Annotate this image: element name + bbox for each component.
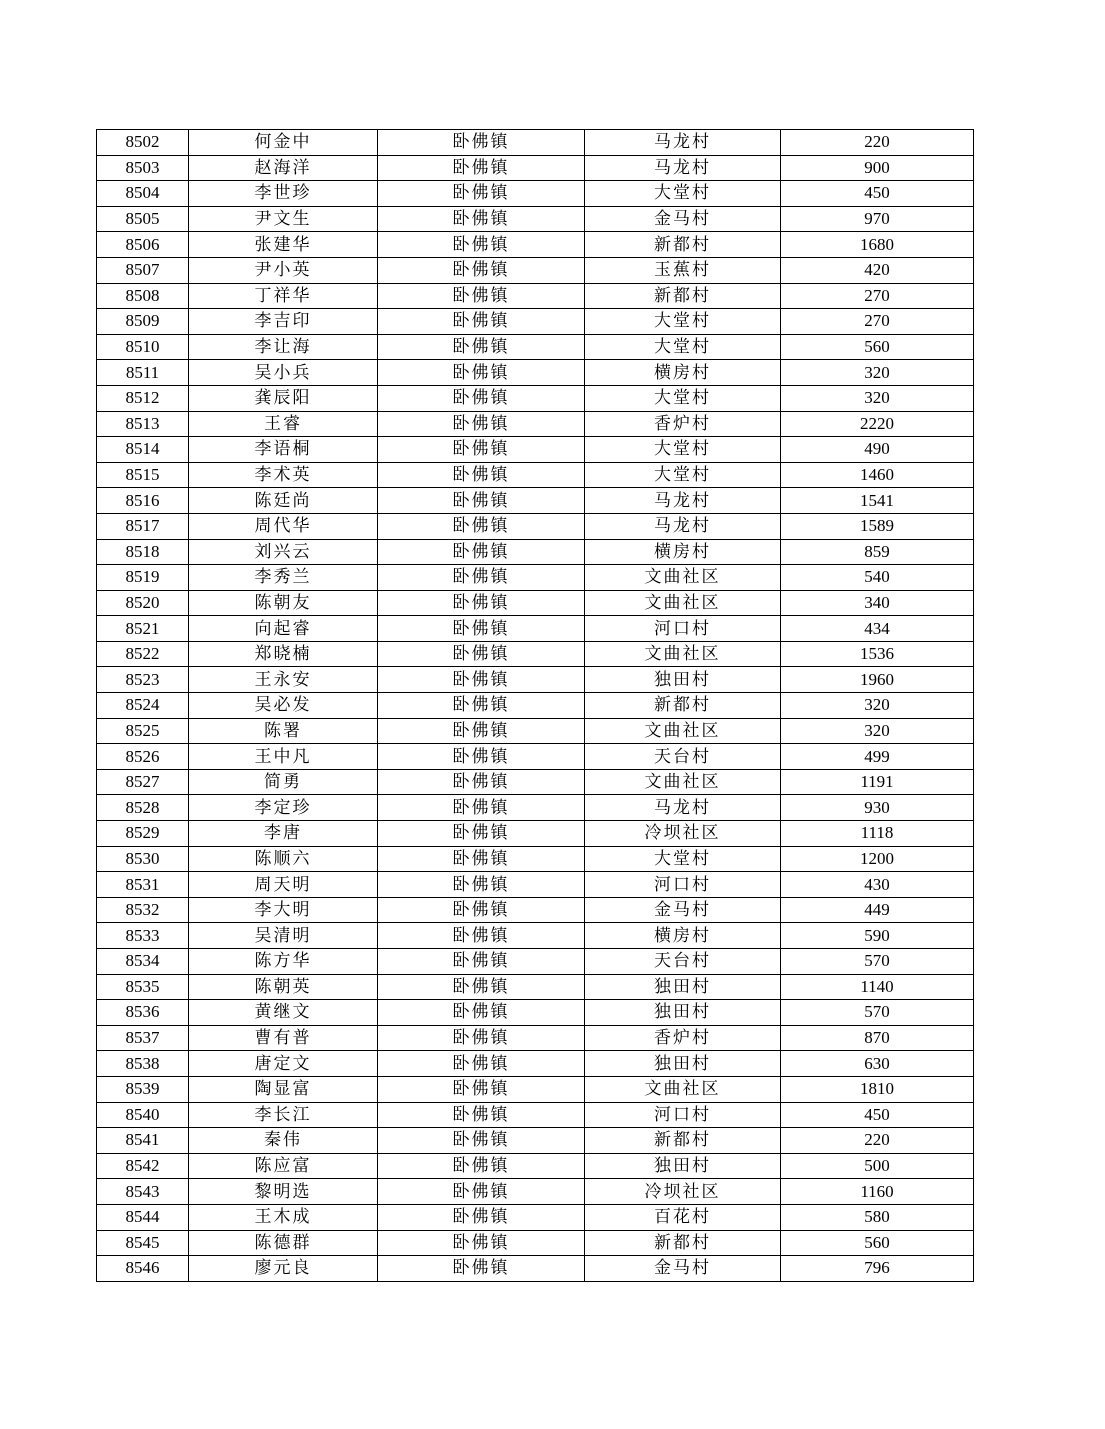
table-row <box>97 846 974 872</box>
cell-name: 李让海 <box>189 334 378 360</box>
cell-amount: 340 <box>781 590 974 616</box>
table-row <box>97 257 974 283</box>
cell-id: 8508 <box>97 283 189 309</box>
cell-amount: 570 <box>781 949 974 975</box>
cell-id: 8506 <box>97 232 189 258</box>
table-row <box>97 1256 974 1282</box>
cell-name: 李大明 <box>189 897 378 923</box>
cell-amount: 1200 <box>781 846 974 872</box>
cell-town: 卧佛镇 <box>378 1051 585 1077</box>
table-row <box>97 513 974 539</box>
cell-town: 卧佛镇 <box>378 411 585 437</box>
cell-id: 8536 <box>97 1000 189 1026</box>
cell-name: 王永安 <box>189 667 378 693</box>
cell-name: 曹有普 <box>189 1025 378 1051</box>
cell-amount: 430 <box>781 872 974 898</box>
cell-village: 独田村 <box>585 1153 781 1179</box>
table-row <box>97 897 974 923</box>
table-row <box>97 667 974 693</box>
cell-name: 陈朝友 <box>189 590 378 616</box>
cell-town: 卧佛镇 <box>378 462 585 488</box>
table-row <box>97 795 974 821</box>
cell-name: 尹小英 <box>189 257 378 283</box>
cell-name: 赵海洋 <box>189 155 378 181</box>
cell-id: 8503 <box>97 155 189 181</box>
cell-id: 8502 <box>97 130 189 156</box>
cell-village: 香炉村 <box>585 1025 781 1051</box>
cell-village: 文曲社区 <box>585 590 781 616</box>
cell-name: 廖元良 <box>189 1256 378 1282</box>
cell-village: 大堂村 <box>585 334 781 360</box>
cell-amount: 560 <box>781 1230 974 1256</box>
cell-id: 8543 <box>97 1179 189 1205</box>
table-row <box>97 181 974 207</box>
cell-village: 大堂村 <box>585 437 781 463</box>
cell-village: 新都村 <box>585 693 781 719</box>
table-row <box>97 590 974 616</box>
cell-town: 卧佛镇 <box>378 846 585 872</box>
cell-id: 8539 <box>97 1076 189 1102</box>
cell-id: 8545 <box>97 1230 189 1256</box>
cell-name: 李语桐 <box>189 437 378 463</box>
cell-name: 李唐 <box>189 821 378 847</box>
cell-village: 马龙村 <box>585 795 781 821</box>
cell-id: 8523 <box>97 667 189 693</box>
cell-id: 8531 <box>97 872 189 898</box>
cell-village: 文曲社区 <box>585 565 781 591</box>
cell-id: 8505 <box>97 206 189 232</box>
cell-name: 王木成 <box>189 1204 378 1230</box>
cell-amount: 449 <box>781 897 974 923</box>
cell-id: 8525 <box>97 718 189 744</box>
cell-town: 卧佛镇 <box>378 693 585 719</box>
cell-amount: 500 <box>781 1153 974 1179</box>
table-row <box>97 232 974 258</box>
table-row <box>97 923 974 949</box>
cell-id: 8538 <box>97 1051 189 1077</box>
cell-village: 金马村 <box>585 206 781 232</box>
cell-name: 陶显富 <box>189 1076 378 1102</box>
cell-name: 王中凡 <box>189 744 378 770</box>
cell-name: 陈署 <box>189 718 378 744</box>
cell-name: 李长江 <box>189 1102 378 1128</box>
cell-village: 河口村 <box>585 616 781 642</box>
cell-village: 独田村 <box>585 1051 781 1077</box>
cell-amount: 570 <box>781 1000 974 1026</box>
cell-town: 卧佛镇 <box>378 795 585 821</box>
cell-id: 8524 <box>97 693 189 719</box>
cell-village: 新都村 <box>585 232 781 258</box>
cell-town: 卧佛镇 <box>378 206 585 232</box>
cell-town: 卧佛镇 <box>378 667 585 693</box>
cell-village: 独田村 <box>585 667 781 693</box>
cell-name: 吴清明 <box>189 923 378 949</box>
cell-village: 横房村 <box>585 923 781 949</box>
table-row <box>97 769 974 795</box>
cell-town: 卧佛镇 <box>378 872 585 898</box>
cell-id: 8532 <box>97 897 189 923</box>
cell-village: 大堂村 <box>585 846 781 872</box>
cell-amount: 540 <box>781 565 974 591</box>
table-row <box>97 385 974 411</box>
cell-id: 8528 <box>97 795 189 821</box>
cell-town: 卧佛镇 <box>378 718 585 744</box>
table-row <box>97 974 974 1000</box>
cell-amount: 560 <box>781 334 974 360</box>
cell-town: 卧佛镇 <box>378 130 585 156</box>
cell-village: 河口村 <box>585 872 781 898</box>
cell-town: 卧佛镇 <box>378 641 585 667</box>
cell-amount: 1536 <box>781 641 974 667</box>
cell-town: 卧佛镇 <box>378 1230 585 1256</box>
table-row <box>97 872 974 898</box>
cell-name: 李秀兰 <box>189 565 378 591</box>
table-row <box>97 437 974 463</box>
cell-town: 卧佛镇 <box>378 565 585 591</box>
cell-town: 卧佛镇 <box>378 360 585 386</box>
cell-amount: 220 <box>781 1128 974 1154</box>
cell-village: 冷坝社区 <box>585 1179 781 1205</box>
cell-town: 卧佛镇 <box>378 897 585 923</box>
table-row <box>97 641 974 667</box>
cell-amount: 1810 <box>781 1076 974 1102</box>
cell-village: 大堂村 <box>585 181 781 207</box>
cell-name: 王睿 <box>189 411 378 437</box>
cell-id: 8510 <box>97 334 189 360</box>
cell-name: 龚辰阳 <box>189 385 378 411</box>
cell-amount: 490 <box>781 437 974 463</box>
cell-id: 8516 <box>97 488 189 514</box>
cell-town: 卧佛镇 <box>378 437 585 463</box>
cell-village: 马龙村 <box>585 488 781 514</box>
cell-amount: 859 <box>781 539 974 565</box>
cell-id: 8511 <box>97 360 189 386</box>
table-row <box>97 1102 974 1128</box>
cell-village: 独田村 <box>585 974 781 1000</box>
cell-name: 陈德群 <box>189 1230 378 1256</box>
cell-town: 卧佛镇 <box>378 257 585 283</box>
cell-name: 黄继文 <box>189 1000 378 1026</box>
cell-amount: 1118 <box>781 821 974 847</box>
table-row <box>97 411 974 437</box>
cell-amount: 220 <box>781 130 974 156</box>
cell-village: 马龙村 <box>585 513 781 539</box>
cell-name: 陈朝英 <box>189 974 378 1000</box>
cell-amount: 1541 <box>781 488 974 514</box>
cell-amount: 1191 <box>781 769 974 795</box>
cell-village: 大堂村 <box>585 462 781 488</box>
cell-id: 8512 <box>97 385 189 411</box>
cell-amount: 450 <box>781 181 974 207</box>
cell-village: 大堂村 <box>585 309 781 335</box>
cell-id: 8537 <box>97 1025 189 1051</box>
cell-amount: 320 <box>781 693 974 719</box>
cell-name: 周天明 <box>189 872 378 898</box>
cell-amount: 630 <box>781 1051 974 1077</box>
cell-town: 卧佛镇 <box>378 539 585 565</box>
cell-amount: 320 <box>781 385 974 411</box>
cell-amount: 580 <box>781 1204 974 1230</box>
cell-name: 秦伟 <box>189 1128 378 1154</box>
table-row <box>97 693 974 719</box>
cell-village: 金马村 <box>585 897 781 923</box>
cell-amount: 320 <box>781 360 974 386</box>
cell-amount: 1680 <box>781 232 974 258</box>
cell-amount: 270 <box>781 309 974 335</box>
cell-town: 卧佛镇 <box>378 1128 585 1154</box>
cell-town: 卧佛镇 <box>378 1025 585 1051</box>
cell-town: 卧佛镇 <box>378 616 585 642</box>
cell-town: 卧佛镇 <box>378 232 585 258</box>
table-row <box>97 1076 974 1102</box>
cell-name: 吴必发 <box>189 693 378 719</box>
table-row <box>97 155 974 181</box>
cell-name: 郑晓楠 <box>189 641 378 667</box>
cell-name: 刘兴云 <box>189 539 378 565</box>
cell-id: 8509 <box>97 309 189 335</box>
table-row <box>97 1204 974 1230</box>
cell-name: 唐定文 <box>189 1051 378 1077</box>
table-row <box>97 462 974 488</box>
cell-name: 向起睿 <box>189 616 378 642</box>
cell-amount: 270 <box>781 283 974 309</box>
cell-village: 香炉村 <box>585 411 781 437</box>
table-row <box>97 360 974 386</box>
cell-amount: 1460 <box>781 462 974 488</box>
table-row <box>97 1128 974 1154</box>
table-row <box>97 718 974 744</box>
table-row <box>97 334 974 360</box>
cell-town: 卧佛镇 <box>378 821 585 847</box>
cell-id: 8544 <box>97 1204 189 1230</box>
cell-town: 卧佛镇 <box>378 513 585 539</box>
table-row <box>97 309 974 335</box>
cell-village: 玉蕉村 <box>585 257 781 283</box>
cell-town: 卧佛镇 <box>378 769 585 795</box>
table-row <box>97 1025 974 1051</box>
cell-village: 天台村 <box>585 744 781 770</box>
table-row <box>97 283 974 309</box>
cell-id: 8530 <box>97 846 189 872</box>
cell-name: 陈应富 <box>189 1153 378 1179</box>
cell-name: 吴小兵 <box>189 360 378 386</box>
cell-amount: 1589 <box>781 513 974 539</box>
cell-village: 文曲社区 <box>585 1076 781 1102</box>
cell-id: 8513 <box>97 411 189 437</box>
cell-town: 卧佛镇 <box>378 334 585 360</box>
table-row <box>97 1000 974 1026</box>
cell-name: 尹文生 <box>189 206 378 232</box>
table-row <box>97 744 974 770</box>
cell-id: 8507 <box>97 257 189 283</box>
cell-village: 马龙村 <box>585 130 781 156</box>
cell-town: 卧佛镇 <box>378 949 585 975</box>
cell-town: 卧佛镇 <box>378 1000 585 1026</box>
cell-id: 8521 <box>97 616 189 642</box>
cell-name: 李术英 <box>189 462 378 488</box>
cell-amount: 434 <box>781 616 974 642</box>
table-row <box>97 1051 974 1077</box>
cell-name: 黎明选 <box>189 1179 378 1205</box>
cell-id: 8515 <box>97 462 189 488</box>
cell-id: 8518 <box>97 539 189 565</box>
cell-town: 卧佛镇 <box>378 1102 585 1128</box>
cell-amount: 900 <box>781 155 974 181</box>
cell-town: 卧佛镇 <box>378 744 585 770</box>
cell-amount: 870 <box>781 1025 974 1051</box>
cell-amount: 970 <box>781 206 974 232</box>
table-row <box>97 1230 974 1256</box>
cell-village: 新都村 <box>585 1128 781 1154</box>
cell-town: 卧佛镇 <box>378 1179 585 1205</box>
cell-amount: 930 <box>781 795 974 821</box>
cell-id: 8514 <box>97 437 189 463</box>
table-row <box>97 616 974 642</box>
cell-town: 卧佛镇 <box>378 283 585 309</box>
cell-town: 卧佛镇 <box>378 1256 585 1282</box>
cell-amount: 1140 <box>781 974 974 1000</box>
cell-id: 8540 <box>97 1102 189 1128</box>
table-row <box>97 488 974 514</box>
cell-name: 陈廷尚 <box>189 488 378 514</box>
cell-name: 李世珍 <box>189 181 378 207</box>
cell-name: 陈顺六 <box>189 846 378 872</box>
cell-amount: 450 <box>781 1102 974 1128</box>
table-row <box>97 565 974 591</box>
cell-name: 周代华 <box>189 513 378 539</box>
cell-name: 陈方华 <box>189 949 378 975</box>
table-row <box>97 206 974 232</box>
cell-village: 天台村 <box>585 949 781 975</box>
cell-town: 卧佛镇 <box>378 385 585 411</box>
cell-id: 8542 <box>97 1153 189 1179</box>
cell-village: 独田村 <box>585 1000 781 1026</box>
cell-id: 8535 <box>97 974 189 1000</box>
cell-village: 河口村 <box>585 1102 781 1128</box>
table-row <box>97 949 974 975</box>
cell-town: 卧佛镇 <box>378 488 585 514</box>
cell-name: 何金中 <box>189 130 378 156</box>
cell-amount: 590 <box>781 923 974 949</box>
cell-village: 马龙村 <box>585 155 781 181</box>
cell-village: 横房村 <box>585 539 781 565</box>
cell-id: 8517 <box>97 513 189 539</box>
cell-village: 百花村 <box>585 1204 781 1230</box>
cell-town: 卧佛镇 <box>378 974 585 1000</box>
cell-village: 新都村 <box>585 1230 781 1256</box>
cell-id: 8519 <box>97 565 189 591</box>
cell-amount: 1960 <box>781 667 974 693</box>
table-row <box>97 130 974 156</box>
cell-town: 卧佛镇 <box>378 923 585 949</box>
cell-amount: 1160 <box>781 1179 974 1205</box>
cell-village: 冷坝社区 <box>585 821 781 847</box>
cell-village: 横房村 <box>585 360 781 386</box>
cell-id: 8534 <box>97 949 189 975</box>
cell-town: 卧佛镇 <box>378 155 585 181</box>
cell-name: 张建华 <box>189 232 378 258</box>
table-row <box>97 1179 974 1205</box>
cell-town: 卧佛镇 <box>378 181 585 207</box>
cell-id: 8529 <box>97 821 189 847</box>
cell-id: 8533 <box>97 923 189 949</box>
cell-name: 简勇 <box>189 769 378 795</box>
table-row <box>97 821 974 847</box>
register-table-body <box>97 130 974 1282</box>
cell-id: 8504 <box>97 181 189 207</box>
cell-town: 卧佛镇 <box>378 1153 585 1179</box>
cell-name: 丁祥华 <box>189 283 378 309</box>
cell-town: 卧佛镇 <box>378 1204 585 1230</box>
cell-id: 8541 <box>97 1128 189 1154</box>
cell-village: 大堂村 <box>585 385 781 411</box>
cell-amount: 499 <box>781 744 974 770</box>
cell-amount: 796 <box>781 1256 974 1282</box>
table-row <box>97 539 974 565</box>
cell-village: 文曲社区 <box>585 769 781 795</box>
cell-village: 新都村 <box>585 283 781 309</box>
register-table <box>96 129 974 1282</box>
cell-id: 8527 <box>97 769 189 795</box>
cell-id: 8522 <box>97 641 189 667</box>
cell-id: 8546 <box>97 1256 189 1282</box>
cell-town: 卧佛镇 <box>378 309 585 335</box>
cell-id: 8526 <box>97 744 189 770</box>
cell-id: 8520 <box>97 590 189 616</box>
cell-name: 李吉印 <box>189 309 378 335</box>
cell-village: 文曲社区 <box>585 718 781 744</box>
cell-amount: 2220 <box>781 411 974 437</box>
cell-name: 李定珍 <box>189 795 378 821</box>
cell-amount: 320 <box>781 718 974 744</box>
cell-village: 金马村 <box>585 1256 781 1282</box>
cell-town: 卧佛镇 <box>378 1076 585 1102</box>
cell-town: 卧佛镇 <box>378 590 585 616</box>
cell-amount: 420 <box>781 257 974 283</box>
cell-village: 文曲社区 <box>585 641 781 667</box>
table-row <box>97 1153 974 1179</box>
